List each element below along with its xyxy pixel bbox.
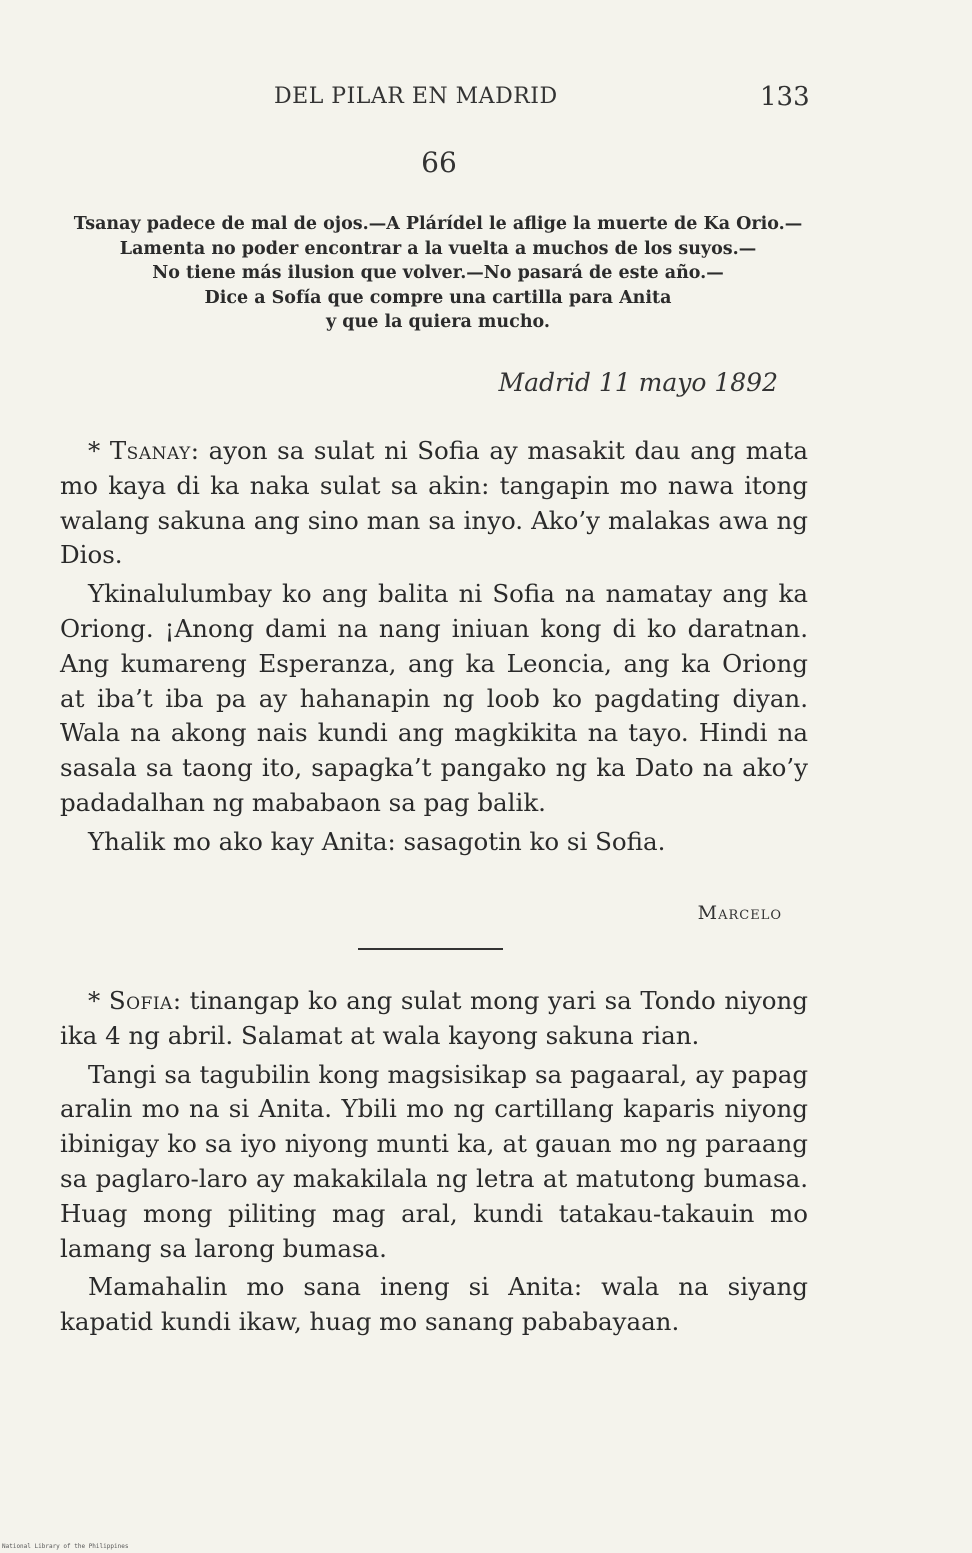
letter-body-tsanay [60, 434, 808, 864]
letter-summary [60, 212, 816, 335]
footnote-marker: * [88, 986, 109, 1015]
paragraph [60, 434, 808, 573]
page-number: 133 [760, 82, 810, 112]
summary-line: Dice a Sofía que compre una cartilla para Anita [204, 287, 672, 308]
paragraph: Yhalik mo ako kay Anita: sasagotin ko si Sofia. [88, 826, 666, 856]
summary-line: Tsanay padece de mal de ojos.—A Plárídel le aflige la muerte de Ka Orio.— [73, 214, 803, 234]
running-head [0, 84, 972, 116]
section-divider [358, 948, 503, 950]
footnote-marker: * [88, 436, 110, 465]
paragraph: Ykinalulumbay ko ang balita ni Sofia na namatay ang ka Oriong. ¡Anong dami na nang iniuan kong di ko daratnan. Ang kumareng Esperanza, ang ka Leoncia, ang ka Oriong at iba’t iba pa ay hahanapin ng loob ko pagdating diyan. Wala na akong nais kundi ang magkikita na tayo. Hindi na sasala sa taong ito, sapagka’t pangako ng ka Dato na ako’y padadalhan ng mababaon sa pag balik. [60, 579, 808, 817]
letter-number: 66 [421, 146, 457, 179]
signature: Marcelo [697, 902, 782, 924]
paragraph [60, 984, 808, 1054]
dateline: Madrid 11 mayo 1892 [498, 368, 778, 397]
addressee-name: Tsanay [109, 436, 191, 465]
library-credit: National Library of the Philippines [2, 1543, 129, 1550]
summary-line: Lamenta no poder encontrar a la vuelta a muchos de los suyos.— [119, 238, 757, 259]
summary-line: y que la quiera mucho. [326, 312, 550, 332]
paragraph-text: : ayon sa sulat ni Sofia ay masakit dau ang mata mo kaya di ka naka sulat sa akin: tangapin mo nawa itong walang sakuna ang sino man sa inyo. Ako’y malakas awa ng Dios. [60, 436, 808, 570]
letter-body-sofia [60, 984, 808, 1344]
addressee-name: Sofia [108, 986, 173, 1015]
summary-line: No tiene más ilusion que volver.—No pasará de este año.— [152, 263, 724, 283]
running-title: DEL PILAR EN MADRID [274, 84, 558, 109]
paragraph: Mamahalin mo sana ineng si Anita: wala na siyang kapatid kundi ikaw, huag mo sanang pababayaan. [60, 1272, 808, 1337]
paragraph-text: : tinangap ko ang sulat mong yari sa Tondo niyong ika 4 ng abril. Salamat at wala kayong sakuna rian. [60, 986, 808, 1050]
paragraph: Tangi sa tagubilin kong magsisikap sa pagaaral, ay papag aralin mo na si Anita. Ybili mo ng cartillang kaparis niyong ibinigay ko sa iyo niyong munti ka, at gauan mo ng paraang sa paglaro-laro ay makakilala ng letra at matutong bumasa. Huag mong piliting mag aral, kundi tatakau-takauin mo lamang sa larong bumasa. [60, 1059, 808, 1263]
